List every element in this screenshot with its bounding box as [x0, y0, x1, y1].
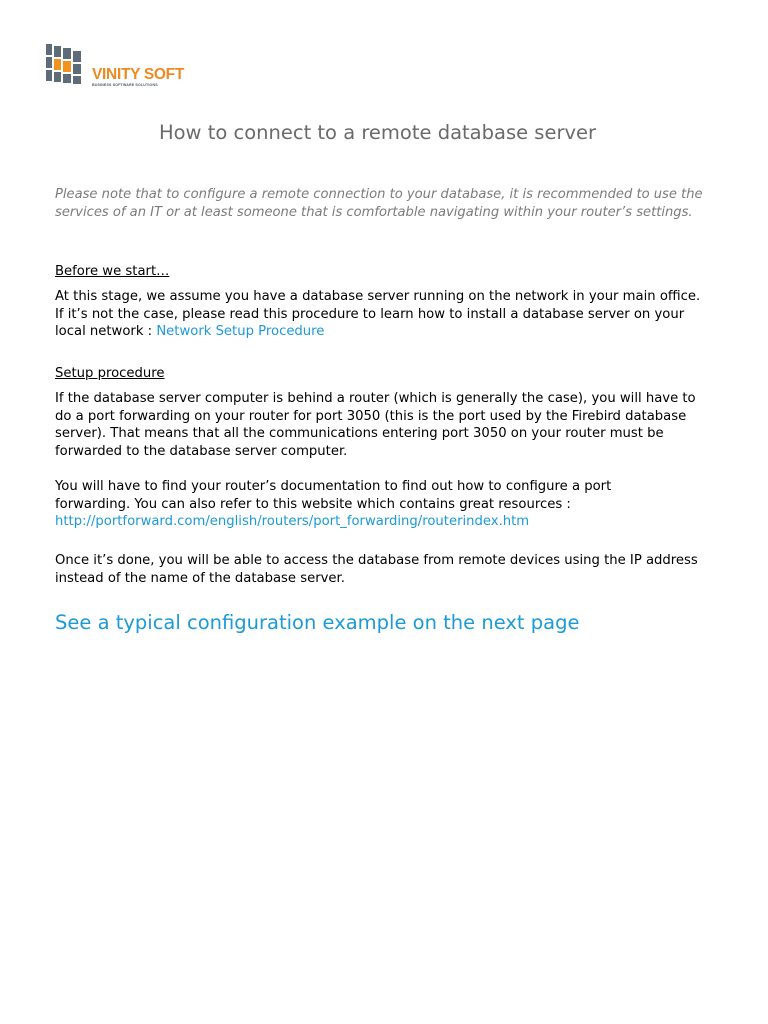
portforward-link[interactable]: http://portforward.com/english/routers/port_forwarding/routerindex.htm	[55, 514, 530, 529]
page-title: How to connect to a remote database server	[158, 121, 597, 144]
before-paragraph	[55, 288, 745, 341]
note-line: Please note that to configure a remote connection to your database, it is recommended to use the	[55, 187, 703, 202]
before-heading: Before we start…	[55, 264, 170, 279]
logo-name: VINITY SOFT	[92, 66, 185, 83]
setup-line: server). That means that all the communications entering port 3050 on your router must be	[55, 426, 664, 441]
setup-paragraph-3	[55, 552, 745, 587]
setup-heading: Setup procedure	[55, 366, 165, 381]
setup-line: You will have to find your router’s documentation to find out how to configure a port	[55, 479, 612, 494]
next-page-callout: See a typical configuration example on the next page	[55, 611, 580, 634]
setup-paragraph-1	[55, 390, 745, 460]
company-logo	[44, 42, 184, 92]
before-line: If it’s not the case, please read this procedure to learn how to install a database server on your	[55, 306, 685, 322]
setup-line: If the database server computer is behind a router (which is generally the case), you will have to	[55, 391, 696, 406]
network-setup-link[interactable]: Network Setup Procedure	[156, 324, 325, 339]
before-line	[55, 323, 745, 341]
logo-mark-icon	[44, 42, 92, 90]
setup-line: forwarded to the database server computer.	[55, 443, 348, 459]
logo-tagline: BUSINESS SOFTWARE SOLUTIONS	[92, 83, 158, 87]
setup-paragraph-2	[55, 478, 745, 531]
setup-line: do a port forwarding on your router for port 3050 (this is the port used by the Firebird database	[55, 408, 687, 424]
setup-line: forwarding. You can also refer to this website which contains great resources :	[55, 496, 571, 512]
note-line: services of an IT or at least someone that is comfortable navigating within your router’s settings.	[55, 204, 693, 220]
setup-line: instead of the name of the database server.	[55, 570, 345, 586]
before-line: At this stage, we assume you have a database server running on the network in your main office.	[55, 289, 701, 304]
before-line-prefix: local network :	[55, 324, 157, 339]
advisory-note	[55, 186, 735, 221]
setup-line: Once it’s done, you will be able to access the database from remote devices using the IP address	[55, 553, 698, 568]
